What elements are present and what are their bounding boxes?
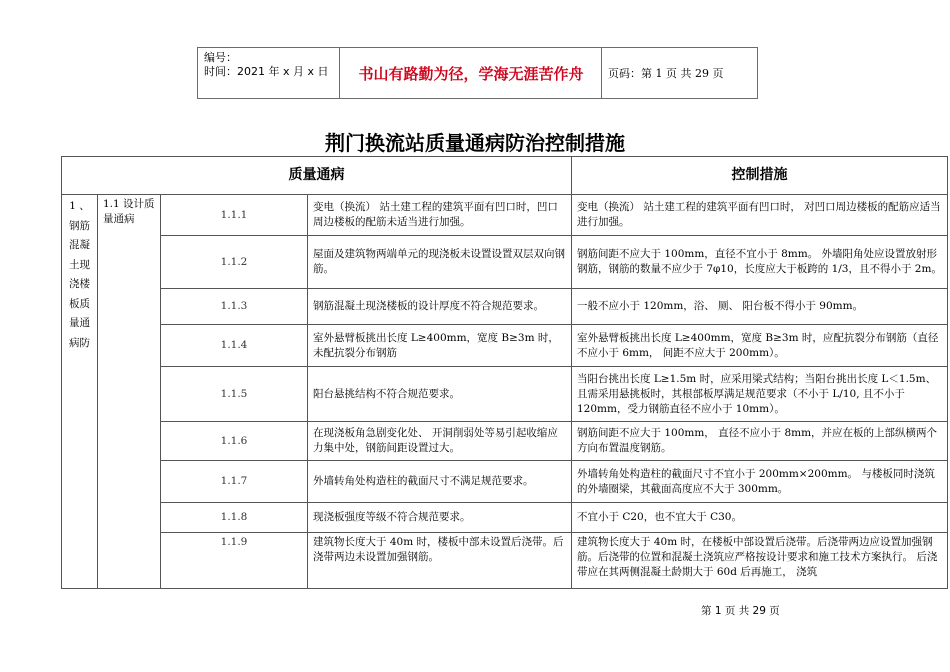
table-row — [62, 325, 948, 367]
measure-cell: 变电（换流） 站土建工程的建筑平面有凹口时， 对凹口周边楼板的配筋应适当进行加强。 — [572, 195, 948, 236]
problem-cell: 外墙转角处构造柱的截面尺寸不满足规范要求。 — [308, 461, 572, 503]
measure-cell: 外墙转角处构造柱的截面尺寸不宜小于 200mm×200mm。 与楼板同时浇筑的外墙圈梁，其截面高度应不大于 300mm。 — [572, 461, 948, 503]
table-row — [62, 236, 948, 289]
row-number: 1.1.3 — [161, 289, 308, 325]
table-row — [62, 503, 948, 533]
problem-cell: 室外悬臂板挑出长度 L≥400mm，宽度 B≥3m 时，未配抗裂分布钢筋 — [308, 325, 572, 367]
page-footer: 第 1 页 共 29 页 — [701, 605, 780, 617]
row-number: 1.1.5 — [161, 367, 308, 422]
problem-cell: 现浇板强度等级不符合规范要求。 — [308, 503, 572, 533]
header-page-label: 页码：第 1 页 共 29 页 — [608, 67, 724, 80]
problem-cell: 建筑物长度大于 40m 时，楼板中部未设置后浇带。后浇带两边未设置加强钢筋。 — [308, 533, 572, 589]
table-row — [62, 533, 948, 589]
row-number: 1.1.2 — [161, 236, 308, 289]
table-row — [62, 367, 948, 422]
problem-cell: 钢筋混凝土现浇楼板的设计厚度不符合规范要求。 — [308, 289, 572, 325]
category-label: 1 、钢筋混凝土现浇楼板质量通病防 — [62, 195, 98, 589]
header-motto: 书山有路勤为径，学海无涯苦作舟 — [341, 48, 602, 98]
measure-cell: 室外悬臂板挑出长度 L≥400mm，宽度 B≥3m 时，应配抗裂分布钢筋（直径不应小于 6mm， 间距不应大于 200mm）。 — [572, 325, 948, 367]
measure-cell: 钢筋间距不应大于 100mm， 直径不应小于 8mm，并应在板的上部纵横两个方向布置温度钢筋。 — [572, 422, 948, 461]
date-label: 时间：2021 年 x 月 x 日 — [204, 65, 329, 78]
measure-cell: 不宜小于 C20，也不宜大于 C30。 — [572, 503, 948, 533]
problem-cell: 阳台悬挑结构不符合规范要求。 — [308, 367, 572, 422]
table-header-row — [62, 157, 948, 195]
header-meta — [198, 48, 340, 98]
document-title: 荆门换流站质量通病防治控制措施 — [325, 131, 625, 155]
problem-cell: 变电（换流） 站土建工程的建筑平面有凹口时，凹口周边楼板的配筋未适当进行加强。 — [308, 195, 572, 236]
measure-cell: 当阳台挑出长度 L≥1.5m 时，应采用梁式结构；当阳台挑出长度 L＜1.5m、 且需采用悬挑板时，其根部板厚满足规范要求（不小于 L/10, 且不小于 120mm，受力钢筋直径不应小于 10mm）。 — [572, 367, 948, 422]
problem-cell: 屋面及建筑物两端单元的现浇板未设置设置双层双向钢筋。 — [308, 236, 572, 289]
row-number: 1.1.1 — [161, 195, 308, 236]
column-header-problem: 质量通病 — [62, 157, 572, 195]
measure-cell: 钢筋间距不应大于 100mm，直径不宜小于 8mm。 外墙阳角处应设置放射形钢筋，钢筋的数量不应少于 7φ10，长度应大于板跨的 1/3，且不得小于 2m。 — [572, 236, 948, 289]
measure-cell: 一般不应小于 120mm，浴、 厕、 阳台板不得小于 90mm。 — [572, 289, 948, 325]
table-row — [62, 461, 948, 503]
row-number: 1.1.6 — [161, 422, 308, 461]
row-number: 1.1.7 — [161, 461, 308, 503]
column-header-measure: 控制措施 — [572, 157, 948, 195]
row-number: 1.1.9 — [161, 533, 308, 589]
document-header-box — [197, 47, 758, 99]
row-number: 1.1.8 — [161, 503, 308, 533]
row-number: 1.1.4 — [161, 325, 308, 367]
table-row — [62, 422, 948, 461]
subcategory-label: 1.1 设计质量通病 — [98, 195, 161, 589]
table-row — [62, 289, 948, 325]
quality-control-table — [61, 156, 948, 589]
measure-cell: 建筑物长度大于 40m 时，在楼板中部设置后浇带。后浇带两边应设置加强钢筋。后浇带的位置和混凝土浇筑应严格按设计要求和施工技术方案执行。 后浇带应在其两侧混凝土龄期大于 60d 后再施工， 浇筑 — [572, 533, 948, 589]
problem-cell: 在现浇板角急剧变化处、 开洞削弱处等易引起收缩应力集中处，钢筋间距设置过大。 — [308, 422, 572, 461]
table-row — [62, 195, 948, 236]
number-label: 编号： — [204, 51, 237, 64]
